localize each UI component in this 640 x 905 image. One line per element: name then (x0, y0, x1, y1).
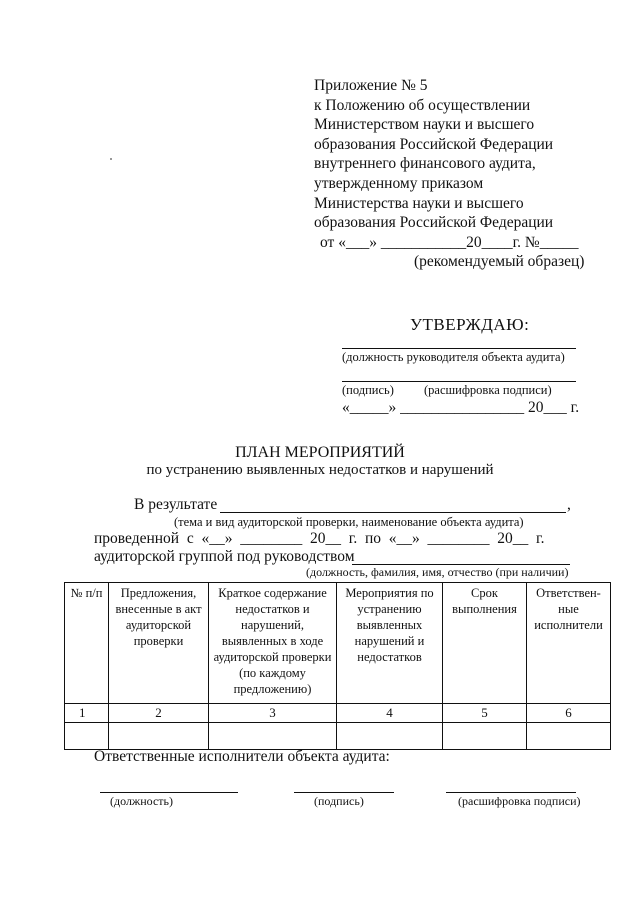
number-cell: 1 (65, 704, 109, 723)
empty-cell (443, 723, 527, 750)
appendix-line: Приложение № 5 (314, 77, 428, 94)
number-cell: 2 (109, 704, 209, 723)
signature-caption: (подпись) (342, 383, 394, 397)
footer-signature-line (294, 792, 394, 793)
appendix-line: Министерством науки и высшего (314, 116, 535, 134)
sample-note: (рекомендуемый образец) (414, 253, 585, 270)
number-cell: 4 (337, 704, 443, 723)
number-cell: 6 (527, 704, 611, 723)
result-caption: (тема и вид аудиторской проверки, наименование объекта аудита) (174, 515, 524, 529)
group-label: аудиторской группой под руководством (94, 548, 355, 565)
header-cell: Краткое содержание недостатков и нарушений, выявленных в ходе аудиторской проверки (по каждому предложению) (209, 583, 337, 704)
scan-speck (110, 158, 112, 160)
approve-date-line: «_____» ________________ 20___ г. (342, 399, 580, 416)
header-cell: Ответствен-ные исполнители (527, 583, 611, 704)
appendix-line: утвержденному приказом (314, 174, 484, 192)
appendix-line: образования Российской Федерации (314, 214, 554, 232)
plan-table (64, 582, 611, 750)
appendix-date-line: от «___» ___________20____г. №_____ (320, 233, 579, 251)
number-cell: 5 (443, 704, 527, 723)
position-caption: (должность руководителя объекта аудита) (342, 350, 565, 364)
appendix-line: образования Российской Федерации (314, 135, 554, 153)
table-header-row (65, 583, 611, 704)
appendix-line: к Положению об осуществлении (314, 96, 531, 114)
signature-line (342, 381, 576, 382)
footer-signature-caption: (подпись) (314, 794, 364, 808)
empty-cell (109, 723, 209, 750)
appendix-block (314, 76, 578, 252)
footer-label: Ответственные исполнители объекта аудита: (94, 748, 390, 765)
table-empty-row (65, 723, 611, 750)
result-comma: , (567, 496, 571, 513)
plan-subtitle: по устранению выявленных недостатков и нарушений (146, 462, 494, 478)
appendix-line: внутреннего финансового аудита, (314, 155, 536, 173)
header-cell: Мероприятия по устранению выявленных нарушений и недостатков (337, 583, 443, 704)
result-line (220, 512, 566, 513)
footer-decoding-line (446, 792, 576, 793)
group-caption: (должность, фамилия, имя, отчество (при наличии) (306, 565, 569, 579)
empty-cell (65, 723, 109, 750)
approve-title: УТВЕРЖДАЮ: (410, 315, 530, 334)
position-line (342, 348, 576, 349)
empty-cell (337, 723, 443, 750)
plan-title: ПЛАН МЕРОПРИЯТИЙ (235, 444, 405, 461)
footer-position-line (100, 792, 238, 793)
table-number-row (65, 704, 611, 723)
appendix-line: Министерства науки и высшего (314, 194, 524, 212)
header-cell: Срок выполнения (443, 583, 527, 704)
decoding-caption: (расшифровка подписи) (424, 383, 552, 397)
number-cell: 3 (209, 704, 337, 723)
empty-cell (209, 723, 337, 750)
footer-decoding-caption: (расшифровка подписи) (458, 794, 581, 808)
empty-cell (527, 723, 611, 750)
header-cell: Предложения, внесенные в акт аудиторской проверки (109, 583, 209, 704)
conducted-line: проведенной с «__» ________ 20__ г. по «__» ________ 20__ г. (94, 530, 545, 547)
footer-position-caption: (должность) (110, 794, 173, 808)
result-label: В результате (134, 496, 218, 513)
header-cell: № п/п (65, 583, 109, 704)
